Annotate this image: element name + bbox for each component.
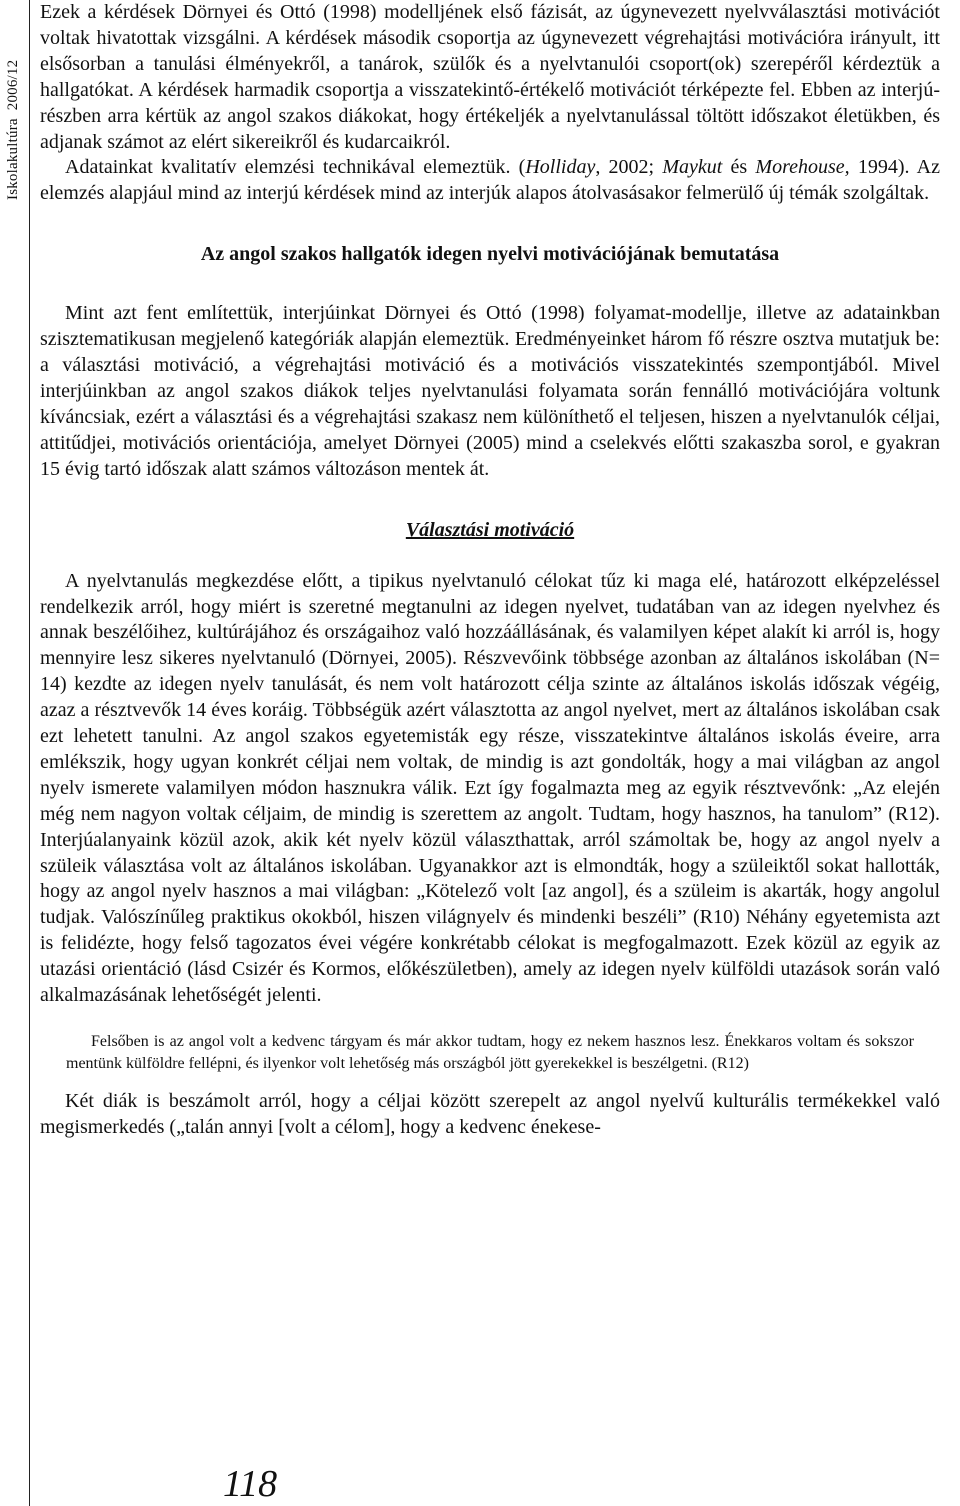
citation-holliday: Holliday: [525, 156, 596, 179]
paragraph-analysis-method: [40, 155, 940, 207]
paragraph-choice-motivation: A nyelvtanulás megkezdése előtt, a tipikus nyelvtanuló célokat tűz ki maga elé, határozott elképzeléssel rendelkezik arról, hogy miért is szeretné megtanulni az idegen nyelvet, tudatában van az idegen nyelvhez és annak beszélőihez, kultúrájához és országaihoz való hozzáállásának, és valamilyen képet alakít ki arról is, hogy mennyire lesz sikeres nyelvtanuló (Dörnyei, 2005). Részvevőink többsége azonban az általános iskolában (N= 14) kezdte az idegen nyelv tanulását, és nem volt határozott célja szinte az általános iskolás időszak végéig, azaz a résztvevők 14 éves koráig. Többségük azért választotta az angol nyelvet, mert az általános iskolában csak ezt lehetett tanulni. Az angol szakos egyetemisták egy része, visszatekintve általános iskolás éveire, arra emlékszik, hogy ugyan konkrét céljai nem voltak, de mindig is azt gondolták, hogy a mai világban az angol nyelv ismerete valamilyen módon hasznukra válik. Ezt így fogalmazta meg az egyik résztvevőnk: „Az elején még nem nagyon voltak céljaim, de mindig is szerettem az angolt. Tudtam, hogy hasznos, ha tanulom” (R12). Interjúalanyaink közül azok, akik két nyelv közül választhattak, arról számoltak be, hogy az angol nyelv a szüleik választása volt az általános iskolában. Ugyanakkor azt is elmondták, hogy a szüleiktől sokat hallották, hogy az angol nyelv hasznos a mai világban: „Kötelező volt [az angol], és a szüleim is akarták, hogy angolul tudjak. Valószínűleg praktikus okokból, hiszen világnyelv és mindenki beszéli” (R10) Néhány egyetemista azt is felidézte, hogy felső tagozatos évei végére konkrétabb célokat is megfogalmazott. Ezek közül az egyik az utazási orientáció (lásd Csizér és Kormos, előkészületben), amely az idegen nyelv külföldi utazások során való alkalmazásának lehetőségét jelenti.: [40, 569, 940, 1007]
side-margin-rule: [0, 0, 30, 1506]
citation-morehouse: Morehouse,: [755, 156, 850, 179]
citation-maykut: Maykut: [662, 156, 723, 179]
article-body: [40, 0, 940, 1141]
paragraph-intro-questions: Ezek a kérdések Dörnyei és Ottó (1998) modelljének első fázisát, az úgynevezett nyelvválasztási motivációt voltak hivatottak vizsgálni. A kérdések második csoportja az úgynevezett végrehajtási motivációra irányult, itt elsősorban a tanulási élményekről, a tanárok, szülők és a nyelvtanulói csoport(ok) szerepéről kérdeztük a hallgatókat. A kérdések harmadik csoportja a visszatekintő-értékelő motivációt térképezte fel. Ebben az interjúrészben arra kértük az angol szakos diákokat, hogy értékeljék a nyelvtanulással töltött időszakot életükben, és adjanak számot az elért sikereikről és kudarcaikról.: [40, 1, 940, 153]
analysis-text-and: és: [722, 156, 756, 179]
analysis-text-mid: , 2002;: [595, 156, 663, 179]
analysis-text-pre: Adatainkat kvalitatív elemzési technikával elemeztük. (: [65, 156, 526, 179]
paragraph-cultural-products: Két diák is beszámolt arról, hogy a céljai között szerepelt az angol nyelvű kulturális termékekkel való megismerkedés („talán annyi [volt a célom], hogy a kedvenc énekese-: [40, 1090, 940, 1138]
running-head: [5, 59, 22, 200]
analysis-text-post: 1994). Az elemzés alapjául mind az interjú kérdések mind az interjúk alapos átolvasásakor felmerülő új témák szolgáltak.: [40, 156, 940, 205]
block-quote: Felsőben is az angol volt a kedvenc tárgyam és már akkor tudtam, hogy ez nekem hasznos lesz. Énekkaros voltam és sokszor mentünk külföldre fellépni, és ilyenkor volt lehetőség más országból jött gyerekekkel is beszélgetni. (R12): [66, 1033, 914, 1072]
paragraph-results-overview: Mint azt fent említettük, interjúinkat Dörnyei és Ottó (1998) folyamat-modellje, illetve az adatainkban szisztematikusan megjelenő kategóriák alapján elemeztük. Eredményeinket három fő részre osztva mutatjuk be: a választási motiváció, a végrehajtási motiváció és a motivációs visszatekintés szempontjából. Mivel interjúinkban az angol szakos diákok teljes nyelvtanulási folyamata során fennálló motivációjára voltunk kíváncsiak, ezért a választási és a végrehajtási szakasz nem különíthető el teljesen, hiszen a nyelvtanulók céljai, attitűdjei, motivációs orientációja, amelyet Dörnyei (2005) mind a cselekvés előtti szakaszba sorol, e gyakran 15 évig tartó időszak alatt számos változáson mentek át.: [40, 302, 940, 480]
running-head-year: 2006/12: [5, 59, 21, 111]
page-number: 118: [223, 1463, 278, 1505]
subsection-heading: Választási motiváció: [405, 518, 575, 541]
running-head-journal: Iskolakultúra: [5, 118, 21, 200]
section-heading: Az angol szakos hallgatók idegen nyelvi motivációjának bemutatása: [200, 243, 780, 266]
